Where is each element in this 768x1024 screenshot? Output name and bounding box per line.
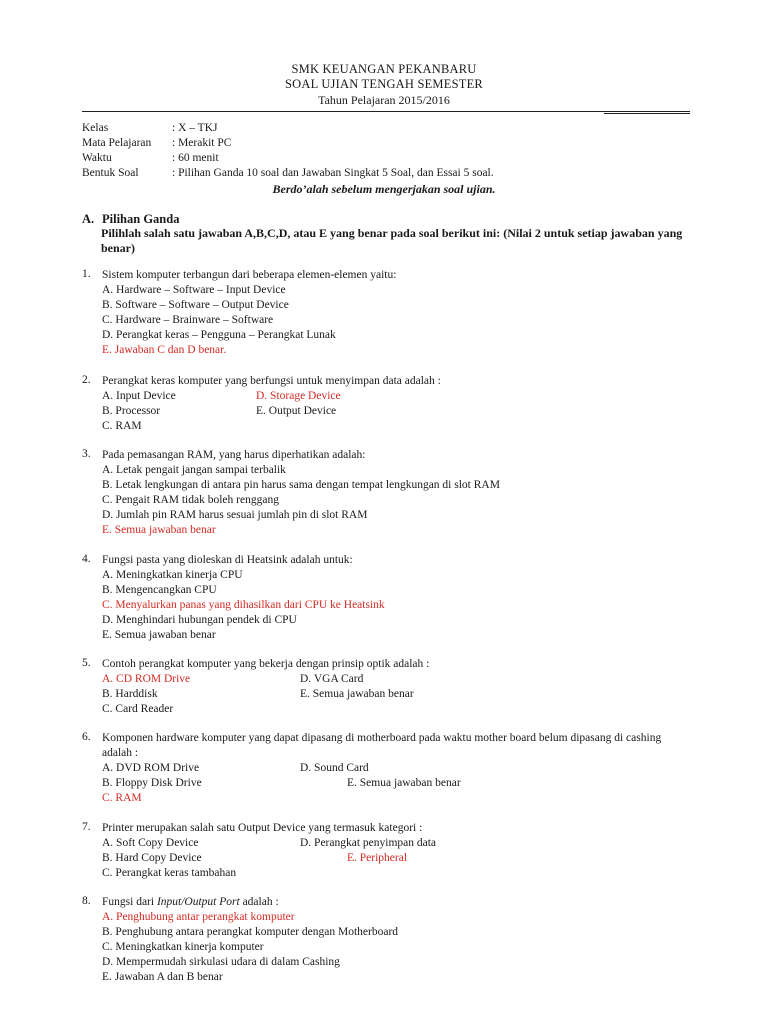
option-c: C. RAM (102, 420, 142, 432)
option-e: E. Semua jawaban benar (300, 688, 414, 700)
option-e-correct: E. Jawaban C dan D benar. (102, 344, 227, 356)
option-a: A. DVD ROM Drive (102, 762, 200, 774)
prayer-reminder: Berdo’alah sebelum mengerjakan soal ujian. (272, 182, 496, 196)
question-4 (82, 553, 692, 643)
option-e: E. Semua jawaban benar (347, 777, 461, 789)
option-a-correct: A. Penghubung antar perangkat komputer (102, 911, 295, 923)
option-e: E. Semua jawaban benar (102, 629, 216, 641)
question-number: 4. (82, 553, 91, 565)
option-a: A. Letak pengait jangan sampai terbalik (102, 464, 286, 476)
option-d: D. VGA Card (300, 673, 364, 685)
question-7 (82, 821, 692, 881)
stem-term: Input/Output Port (156, 896, 240, 908)
school-name: SMK KEUANGAN PEKANBARU (291, 62, 477, 76)
option-e-correct: E. Peripheral (347, 852, 408, 864)
question-3 (82, 448, 692, 538)
option-b: B. Penghubung antara perangkat komputer dengan Motherboard (102, 926, 399, 938)
option-d: D. Sound Card (300, 762, 369, 774)
question-6 (82, 731, 692, 806)
question-8 (82, 895, 692, 985)
option-b: B. Harddisk (102, 688, 158, 700)
option-row (102, 687, 692, 702)
option-b: B. Software – Software – Output Device (102, 299, 289, 311)
section-heading (82, 212, 179, 227)
stem-text: adalah : (239, 896, 279, 908)
option-row (102, 404, 692, 419)
header-divider (82, 111, 690, 112)
academic-year: Tahun Pelajaran 2015/2016 (318, 93, 450, 107)
option-a: A. Soft Copy Device (102, 837, 199, 849)
question-stem: Perangkat keras komputer yang berfungsi untuk menyimpan data adalah : (102, 375, 441, 387)
option-d: D. Jumlah pin RAM harus sesuai jumlah pin di slot RAM (102, 509, 368, 521)
info-value: : X – TKJ (172, 122, 218, 134)
info-value: : Merakit PC (172, 137, 232, 149)
question-stem: Fungsi pasta yang dioleskan di Heatsink adalah untuk: (102, 554, 353, 566)
option-d: D. Perangkat penyimpan data (300, 837, 437, 849)
question-stem: Pada pemasangan RAM, yang harus diperhatikan adalah: (102, 449, 366, 461)
question-stem: Contoh perangkat komputer yang bekerja dengan prinsip optik adalah : (102, 658, 430, 670)
option-row (102, 672, 692, 687)
question-stem: Printer merupakan salah satu Output Device yang termasuk kategori : (102, 822, 423, 834)
option-row (102, 761, 692, 776)
question-2 (82, 374, 692, 434)
question-number: 1. (82, 268, 91, 280)
question-number: 7. (82, 821, 91, 833)
option-e: E. Output Device (256, 405, 337, 417)
option-d: D. Perangkat keras – Pengguna – Perangkat Lunak (102, 329, 336, 341)
option-c-correct: C. Menyalurkan panas yang dihasilkan dari CPU ke Heatsink (102, 599, 385, 611)
exam-title: SOAL UJIAN TENGAH SEMESTER (285, 77, 483, 91)
option-b: B. Hard Copy Device (102, 852, 202, 864)
option-a-correct: A. CD ROM Drive (102, 673, 191, 685)
question-stem (102, 895, 692, 910)
option-row (102, 836, 692, 851)
option-c: C. Card Reader (102, 703, 174, 715)
option-row (102, 389, 692, 404)
header-divider-extension (604, 113, 690, 114)
question-number: 2. (82, 374, 91, 386)
option-e: E. Jawaban A dan B benar (102, 971, 223, 983)
question-number: 3. (82, 448, 91, 460)
info-value: : 60 menit (172, 152, 219, 164)
option-a: A. Input Device (102, 390, 176, 402)
option-b: B. Floppy Disk Drive (102, 777, 202, 789)
question-number: 6. (82, 731, 91, 743)
info-label: Waktu (82, 152, 112, 164)
section-title: Pilihan Ganda (102, 212, 180, 226)
section-letter: A. (82, 212, 95, 226)
question-1 (82, 268, 692, 358)
option-c: C. Meningkatkan kinerja komputer (102, 941, 264, 953)
option-b: B. Processor (102, 405, 161, 417)
info-row-waktu (82, 151, 692, 166)
option-row (102, 776, 692, 791)
section-instruction: Pilihlah salah satu jawaban A,B,C,D, atau E yang benar pada soal berikut ini: (Nilai 2 untuk setiap jawaban yang benar) (101, 226, 683, 255)
option-c: C. Perangkat keras tambahan (102, 867, 237, 879)
option-c: C. Hardware – Brainware – Software (102, 314, 274, 326)
question-stem: Sistem komputer terbangun dari beberapa elemen-elemen yaitu: (102, 269, 397, 281)
exam-info (82, 121, 692, 181)
option-b: B. Letak lengkungan di antara pin harus sama dengan tempat lengkungan di slot RAM (102, 479, 500, 491)
info-row-mata-pelajaran (82, 136, 692, 151)
question-number: 5. (82, 657, 91, 669)
info-row-kelas (82, 121, 692, 136)
question-stem: Komponen hardware komputer yang dapat dipasang di motherboard pada waktu mother board belum dipasang di cashing adalah : (102, 732, 662, 759)
info-label: Kelas (82, 122, 109, 134)
info-label: Bentuk Soal (82, 167, 139, 179)
question-number: 8. (82, 895, 91, 907)
info-value: : Pilihan Ganda 10 soal dan Jawaban Singkat 5 Soal, dan Essai 5 soal. (172, 167, 494, 179)
option-c: C. Pengait RAM tidak boleh renggang (102, 494, 279, 506)
option-a: A. Hardware – Software – Input Device (102, 284, 286, 296)
option-a: A. Meningkatkan kinerja CPU (102, 569, 243, 581)
question-5 (82, 657, 692, 717)
option-b: B. Mengencangkan CPU (102, 584, 217, 596)
option-c-correct: C. RAM (102, 792, 142, 804)
option-d: D. Menghindari hubungan pendek di CPU (102, 614, 297, 626)
option-e-correct: E. Semua jawaban benar (102, 524, 216, 536)
stem-text: Fungsi dari (102, 896, 157, 908)
info-label: Mata Pelajaran (82, 137, 152, 149)
option-d: D. Mempermudah sirkulasi udara di dalam Cashing (102, 956, 340, 968)
option-row (102, 851, 692, 866)
info-row-bentuk-soal (82, 166, 692, 181)
option-d-correct: D. Storage Device (256, 390, 341, 402)
